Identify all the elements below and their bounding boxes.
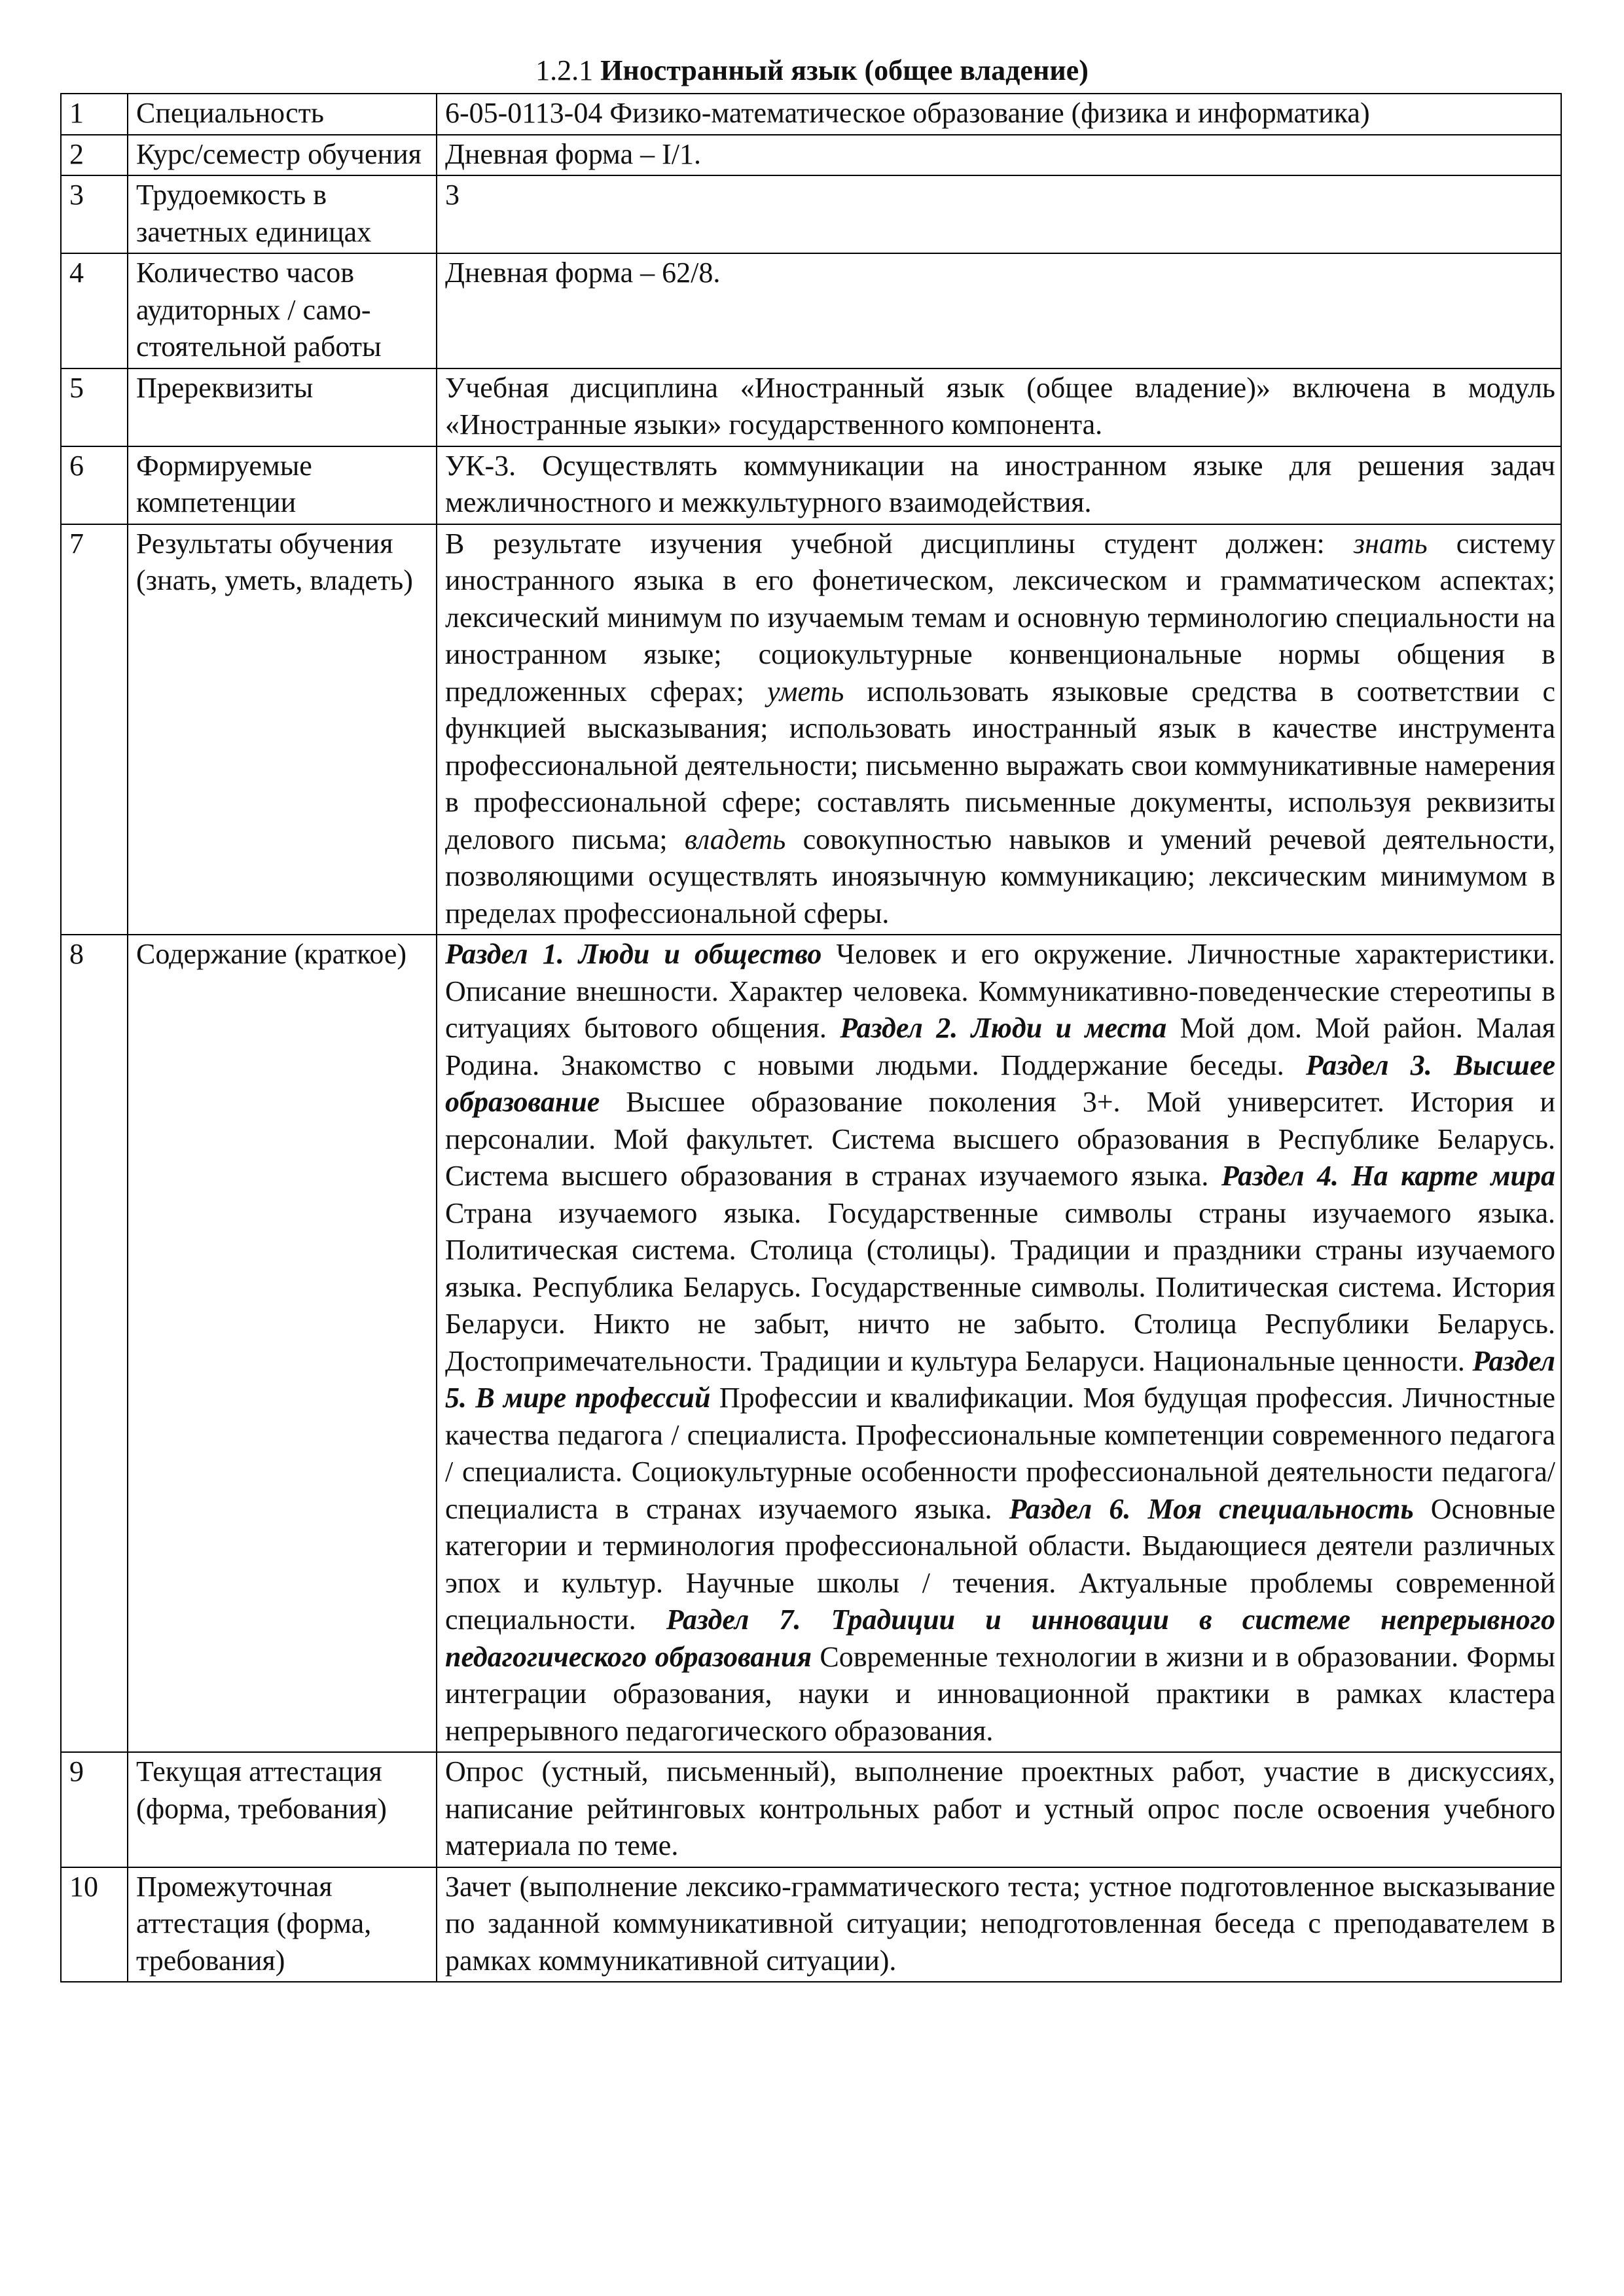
row-label: Текущая аттестация (форма, требования)	[128, 1752, 437, 1867]
row-number: 1	[61, 94, 128, 135]
table-row	[61, 368, 1561, 446]
section-heading: Раздел 1. Люди и общество	[445, 938, 822, 970]
page-title	[0, 54, 1624, 88]
row-number: 3	[61, 175, 128, 253]
text-run: Мой дом. Мой район. Малая Родина. Знакомство с новыми людьми. Поддержание беседы.	[445, 1012, 1555, 1081]
row-label: Содержание (краткое)	[128, 935, 437, 1752]
section-heading: Раздел 3. Высшее образование	[445, 1049, 1555, 1118]
row-label: Курс/семестр обучения	[128, 135, 437, 176]
section-heading: Раздел 4. На карте мира	[1221, 1160, 1555, 1192]
table-row	[61, 135, 1561, 176]
row-content: УК-3. Осуществлять коммуникации на иностранном языке для решения задач межличностного и межкультурного взаимодействия.	[437, 446, 1561, 524]
section-heading: Раздел 6. Моя специальность	[1009, 1492, 1414, 1525]
row-content: Зачет (выполнение лексико-грамматического теста; устное подготовленное высказывание по заданной коммуникативной ситуации; неподготовленная беседа с преподавателем в рамках коммуникативной ситуации).	[437, 1867, 1561, 1982]
row-label: Пререквизиты	[128, 368, 437, 446]
row-number: 6	[61, 446, 128, 524]
text-run-italic: уметь	[767, 675, 844, 708]
row-number: 10	[61, 1867, 128, 1982]
text-run: Человек и его окружение. Личностные характеристики. Описание внешности. Характер человека. Коммуникативно-поведенческие стереотипы в ситуациях бытового общения.	[445, 938, 1555, 1044]
table-row	[61, 1867, 1561, 1982]
row-number: 2	[61, 135, 128, 176]
text-run: В результате изучения учебной дисциплины студент должен:	[445, 527, 1354, 560]
row-content: 6-05-0113-04 Физико-математическое образование (физика и информатика)	[437, 94, 1561, 135]
row-label: Формируемые компетенции	[128, 446, 437, 524]
section-heading: Раздел 2. Люди и места	[840, 1012, 1167, 1044]
table-row	[61, 524, 1561, 935]
text-run: систему иностранного языка в его фонетическом, лексическом и грамматическом аспектах; лексический минимум по изучаемым темам и основную терминологию специальности на иностранном языке; социокультурные конвенциональные нормы общения в предложенных сферах;	[445, 527, 1555, 708]
row-content: Дневная форма – 62/8.	[437, 253, 1561, 368]
table-row	[61, 935, 1561, 1752]
row-number: 7	[61, 524, 128, 935]
text-run: совокупностью навыков и умений речевой деятельности, позволяющими осуществлять иноязычную коммуникацию; лексическим минимумом в пределах профессиональной сферы.	[445, 823, 1555, 929]
text-run: использовать языковые средства в соответствии с функцией высказывания; использовать иностранный язык в качестве инструмента профессиональной деятельности; письменно выражать свои коммуникативные намерения в профессиональной сфере; составлять письменные документы, используя реквизиты делового письма;	[445, 675, 1556, 855]
title-text: Иностранный язык (общее владение)	[600, 54, 1089, 86]
row-content: Опрос (устный, письменный), выполнение проектных работ, участие в дискуссиях, написание рейтинговых контрольных работ и устный опрос после освоения учебного материала по теме.	[437, 1752, 1561, 1867]
row-number: 4	[61, 253, 128, 368]
row-content: Учебная дисциплина «Иностранный язык (общее владение)» включена в модуль «Иностранные языки» государственного компонента.	[437, 368, 1561, 446]
row-number: 5	[61, 368, 128, 446]
table-row	[61, 446, 1561, 524]
row-label: Результаты обучения (знать, уметь, владеть)	[128, 524, 437, 935]
row-content: Дневная форма – I/1.	[437, 135, 1561, 176]
text-run: Страна изучаемого языка. Государственные символы страны изучаемого языка. Политическая система. Столица (столицы). Традиции и праздники страны изучаемого языка. Республика Беларусь. Государственные символы. Политическая система. История Беларуси. Никто не забыт, ничто не забыто. Столица Республики Беларусь. Достопримечательности. Традиции и культура Беларуси. Национальные ценности.	[445, 1196, 1555, 1377]
text-run: Высшее образование поколения 3+. Мой университет. История и персоналии. Мой факультет. Система высшего образования в Республике Беларусь. Система высшего образования в странах изучаемого языка.	[445, 1086, 1555, 1192]
row-label: Промежуточная аттестация (форма, требования)	[128, 1867, 437, 1982]
row-content	[437, 524, 1561, 935]
text-run: Современные технологии в жизни и в образовании. Формы интеграции образования, науки и инновационной практики в рамках кластера непрерывного педагогического образования.	[445, 1640, 1555, 1747]
row-content: 3	[437, 175, 1561, 253]
table-row	[61, 253, 1561, 368]
section-heading: Раздел 5. В мире профессий	[445, 1344, 1555, 1414]
text-run: Основные категории и терминология профессиональной области. Выдающиеся деятели различных эпох и культур. Научные школы / течения. Актуальные проблемы современной специальности.	[445, 1492, 1556, 1636]
table-row	[61, 94, 1561, 135]
course-info-table	[60, 93, 1562, 1982]
table-row	[61, 175, 1561, 253]
text-run-italic: знать	[1353, 527, 1428, 560]
row-label: Специальность	[128, 94, 437, 135]
table-row	[61, 1752, 1561, 1867]
row-number: 9	[61, 1752, 128, 1867]
title-number: 1.2.1	[535, 54, 594, 86]
section-heading: Раздел 7. Традиции и инновации в системе непрерывного педагогического образования	[445, 1604, 1555, 1673]
text-run: Профессии и квалификации. Моя будущая профессия. Личностные качества педагога / специалиста. Профессиональные компетенции современного педагога / специалиста. Социокультурные особенности профессиональной деятельности педагога/специалиста в странах изучаемого языка.	[445, 1382, 1556, 1525]
row-label: Количество часов аудиторных / само- стоятельной работы	[128, 253, 437, 368]
row-label: Трудоемкость в зачетных единицах	[128, 175, 437, 253]
row-content	[437, 935, 1561, 1752]
text-run-italic: владеть	[684, 823, 786, 855]
row-number: 8	[61, 935, 128, 1752]
